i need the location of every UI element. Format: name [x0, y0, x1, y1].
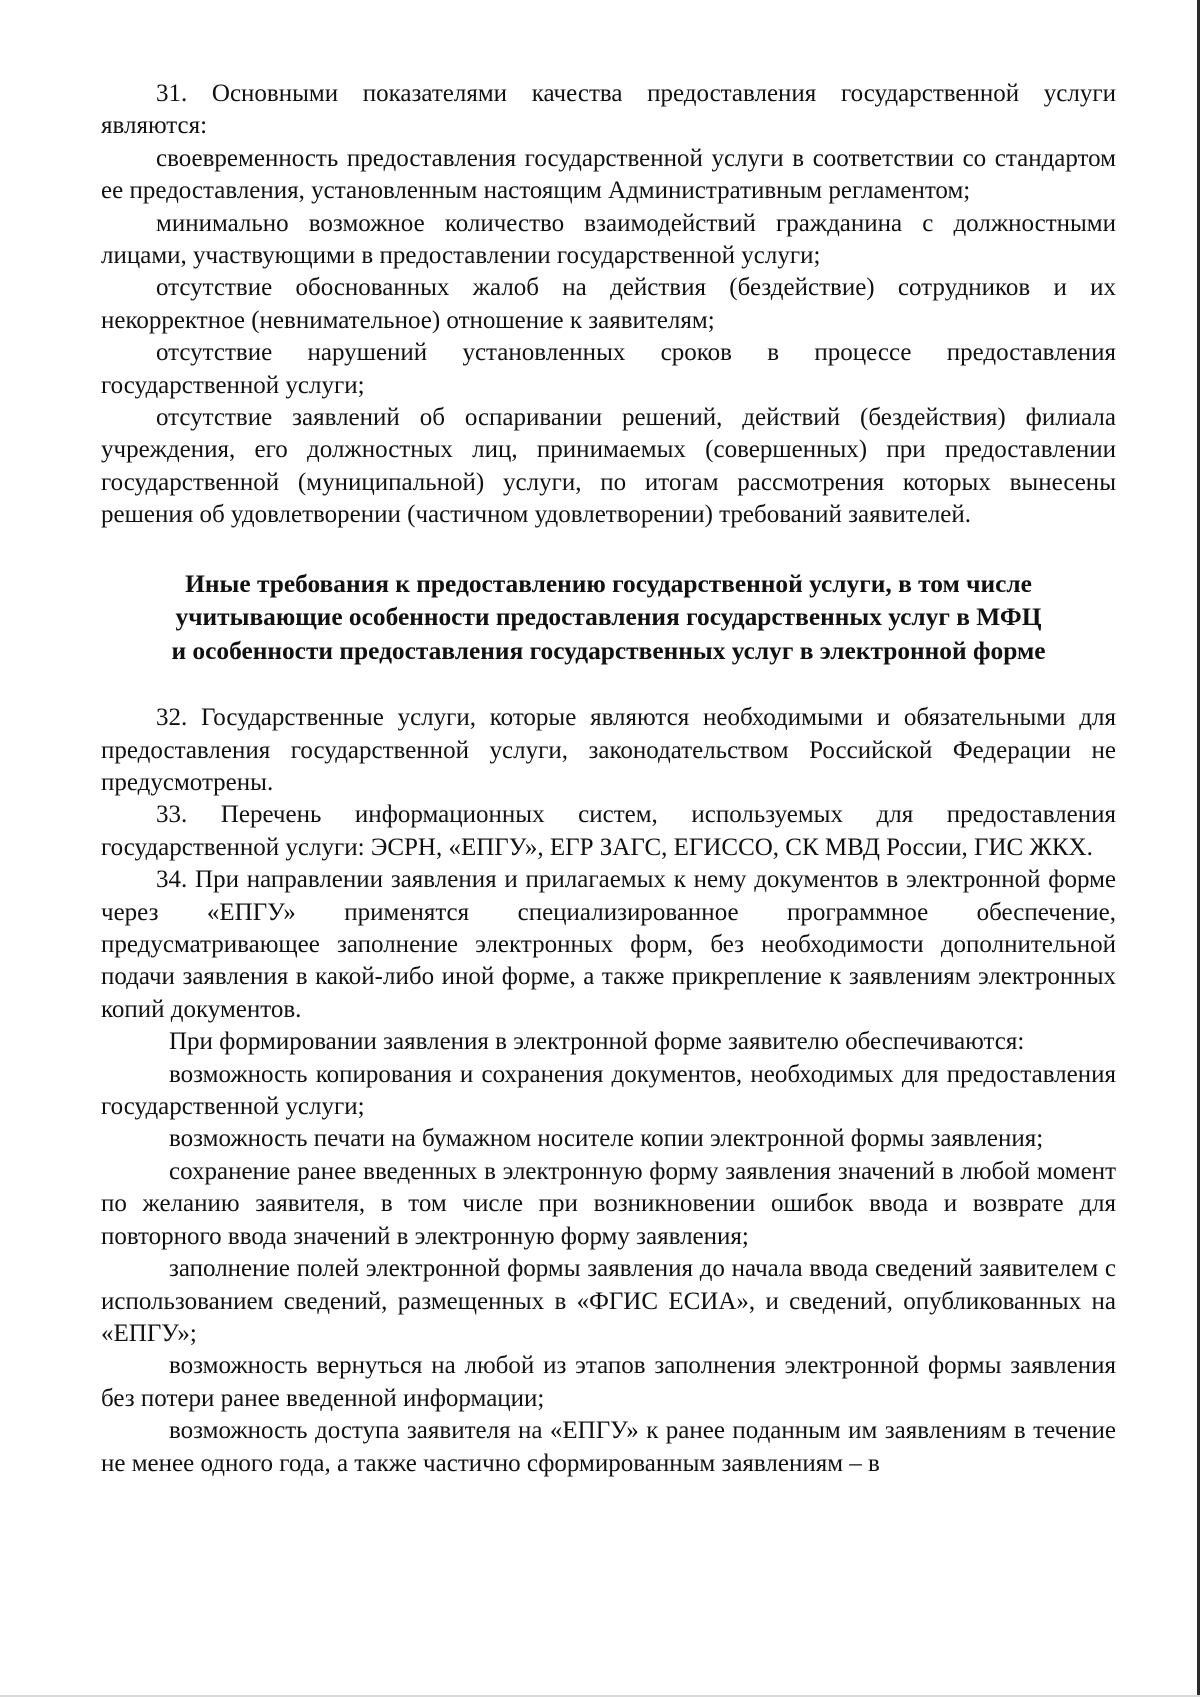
section-heading-line-2: учитывающие особенности предоставления государственных услуг в МФЦ — [175, 603, 1042, 632]
list-item-no-disputes: отсутствие заявлений об оспаривании решений, действий (бездействия) филиала учреждения, его должностных лиц, принимаемых (совершенных) при предоставлении государственной (муниципальной) услуги, по итогам рассмотрения которых вынесены решения об удовлетворении (частичном удовлетворении) требований заявителей. — [101, 404, 1116, 529]
list-item-save-values: сохранение ранее введенных в электронную форму заявления значений в любой момент по желанию заявителя, в том числе при возникновении ошибок ввода и возврате для повторного ввода значений в электронную форму заявления; — [101, 1157, 1116, 1250]
section-heading — [101, 568, 1116, 669]
list-item-prefill-fields: заполнение полей электронной формы заявления до начала ввода сведений заявителем с использованием сведений, размещенных в «ФГИС ЕСИА», и сведений, опубликованных на «ЕПГУ»; — [101, 1255, 1116, 1347]
paragraph-32: 32. Государственные услуги, которые являются необходимыми и обязательными для предоставления государственной услуги, законодательством Российской Федерации не предусмотрены. — [101, 704, 1116, 796]
list-item-print: возможность печати на бумажном носителе копии электронной формы заявления; — [169, 1125, 1044, 1153]
paragraph-33: 33. Перечень информационных систем, используемых для предоставления государственной услуги: ЭСРН, «ЕПГУ», ЕГР ЗАГС, ЕГИССО, СК МВД России, ГИС ЖКХ. — [101, 801, 1116, 861]
list-item-return-to-step: возможность вернуться на любой из этапов заполнения электронной формы заявления без потери ранее введенной информации; — [101, 1352, 1116, 1412]
section-heading-line-1: Иные требования к предоставлению государственной услуги, в том числе — [185, 569, 1032, 598]
list-item-access-applications: возможность доступа заявителя на «ЕПГУ» к ранее поданным им заявлениям в течение не менее одного года, а также частично сформированным заявлениям – в — [101, 1417, 1116, 1477]
list-item-timeliness: своевременность предоставления государственной услуги в соответствии со стандартом ее предоставления, установленным настоящим Административным регламентом; — [101, 144, 1116, 205]
list-item-no-complaints: отсутствие обоснованных жалоб на действия (бездействие) сотрудников и их некорректное (невнимательное) отношение к заявителям; — [101, 274, 1116, 334]
list-item-minimal-interactions: минимально возможное количество взаимодействий гражданина с должностными лицами, участвующими в предоставлении государственной услуги; — [101, 209, 1116, 270]
list-item-copy-save: возможность копирования и сохранения документов, необходимых для предоставления государственной услуги; — [101, 1060, 1116, 1121]
paragraph-forming-application: При формировании заявления в электронной форме заявителю обеспечиваются: — [169, 1028, 1025, 1056]
section-heading-line-3: и особенности предоставления государственных услуг в электронной форме — [171, 636, 1046, 665]
paragraph-31: 31. Основными показателями качества предоставления государственной услуги являются: — [101, 80, 1116, 140]
paragraph-34: 34. При направлении заявления и прилагаемых к нему документов в электронной форме через «ЕПГУ» применятся специализированное программное обеспечение, предусматривающее заполнение электронных форм, без необходимости дополнительной подачи заявления в какой-либо иной форме, а также прикрепление к заявлениям электронных копий документов. — [101, 866, 1116, 1023]
list-item-no-deadline-violations: отсутствие нарушений установленных сроков в процессе предоставления государственной услуги; — [101, 339, 1116, 399]
